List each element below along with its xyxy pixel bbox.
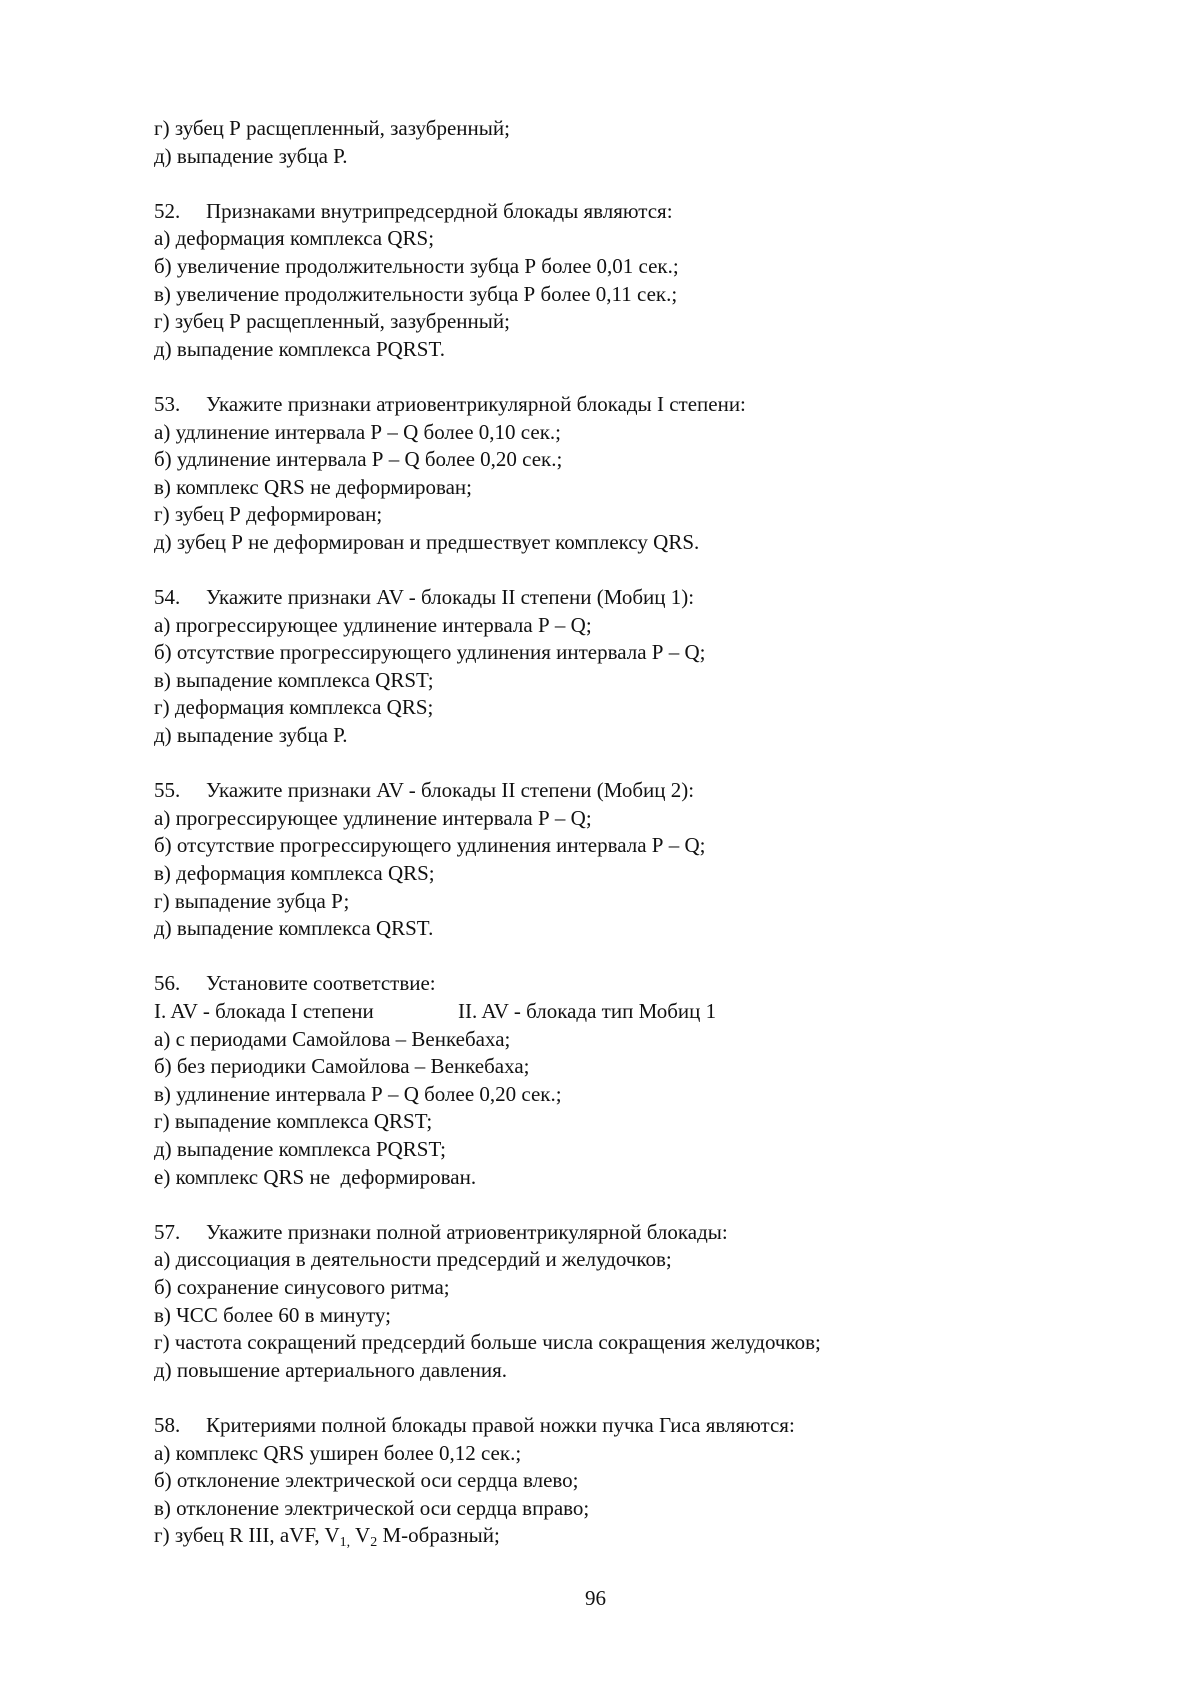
question-text: Критериями полной блокады правой ножки пучка Гиса являются: xyxy=(206,1412,795,1437)
answer-option: б) отсутствие прогрессирующего удлинения интервала Р – Q; xyxy=(154,833,706,858)
answer-option: д) зубец Р не деформирован и предшествует комплексу QRS. xyxy=(154,529,700,554)
answer-option: б) удлинение интервала Р – Q более 0,20 сек.; xyxy=(154,447,563,472)
question-heading xyxy=(154,391,1114,419)
answer-option: г) зубец Р деформирован; xyxy=(154,502,383,527)
match-column-1: I. AV - блокада I степени xyxy=(154,999,374,1023)
page-number: 96 xyxy=(585,1586,606,1610)
answer-option: б) отклонение электрической оси сердца влево; xyxy=(154,1468,579,1493)
question-text: Укажите признаки AV - блокады II степени (Мобиц 2): xyxy=(206,778,695,803)
answer-option: в) деформация комплекса QRS; xyxy=(154,861,435,886)
question-55 xyxy=(154,777,1114,943)
answer-option: а) прогрессирующее удлинение интервала Р – Q; xyxy=(154,612,592,637)
answer-option: г) выпадение комплекса QRST; xyxy=(154,1109,433,1134)
question-text: Укажите признаки атриовентрикулярной блокады I степени: xyxy=(206,391,746,416)
question-heading xyxy=(154,777,1114,805)
question-text: Признаками внутрипредсердной блокады являются: xyxy=(206,198,673,223)
question-text: Установите соответствие: xyxy=(206,971,436,996)
continuation-line: г) зубец Р расщепленный, зазубренный; xyxy=(154,116,510,140)
answer-option xyxy=(154,1522,1114,1550)
question-number: 57. xyxy=(154,1219,181,1244)
question-heading xyxy=(154,970,1114,998)
subscript: 1, xyxy=(339,1535,351,1551)
question-text: Укажите признаки полной атриовентрикулярной блокады: xyxy=(206,1219,728,1244)
question-number: 58. xyxy=(154,1412,181,1437)
question-text: Укажите признаки AV - блокады II степени (Мобиц 1): xyxy=(206,585,695,610)
answer-option: б) отсутствие прогрессирующего удлинения интервала Р – Q; xyxy=(154,640,706,665)
question-heading xyxy=(154,584,1114,612)
answer-option: д) выпадение комплекса QRST. xyxy=(154,916,434,941)
question-number: 55. xyxy=(154,778,181,803)
question-56 xyxy=(154,970,1114,1191)
question-58 xyxy=(154,1412,1114,1550)
answer-option: д) выпадение комплекса PQRST; xyxy=(154,1136,446,1161)
answer-option: в) отклонение электрической оси сердца вправо; xyxy=(154,1495,590,1520)
answer-option: е) комплекс QRS не деформирован. xyxy=(154,1164,477,1189)
question-53 xyxy=(154,391,1114,557)
subscript: 2 xyxy=(370,1535,378,1551)
answer-option: в) выпадение комплекса QRST; xyxy=(154,667,434,692)
answer-option: г) деформация комплекса QRS; xyxy=(154,695,434,720)
question-54 xyxy=(154,584,1114,750)
option-text: М-образный; xyxy=(377,1523,500,1548)
answer-option: б) сохранение синусового ритма; xyxy=(154,1274,450,1299)
answer-option: а) удлинение интервала Р – Q более 0,10 сек.; xyxy=(154,419,561,444)
answer-option: в) удлинение интервала Р – Q более 0,20 сек.; xyxy=(154,1081,562,1106)
continuation-line: д) выпадение зубца Р. xyxy=(154,143,348,168)
matching-columns xyxy=(154,998,1114,1026)
answer-option: б) без периодики Самойлова – Венкебаха; xyxy=(154,1054,530,1079)
answer-option: б) увеличение продолжительности зубца Р более 0,01 сек.; xyxy=(154,253,679,278)
question-heading xyxy=(154,1219,1114,1247)
question-52 xyxy=(154,198,1114,364)
page-content xyxy=(154,115,1114,1550)
answer-option: а) деформация комплекса QRS; xyxy=(154,226,435,251)
answer-option: в) ЧСС более 60 в минуту; xyxy=(154,1302,391,1327)
answer-option: а) диссоциация в деятельности предсердий и желудочков; xyxy=(154,1247,672,1272)
question-57 xyxy=(154,1219,1114,1385)
answer-option: г) зубец Р расщепленный, зазубренный; xyxy=(154,309,510,334)
question-number: 52. xyxy=(154,198,181,223)
answer-option: в) комплекс QRS не деформирован; xyxy=(154,474,472,499)
question-number: 53. xyxy=(154,391,181,416)
answer-option: в) увеличение продолжительности зубца Р более 0,11 сек.; xyxy=(154,281,678,306)
question-heading xyxy=(154,198,1114,226)
question-number: 56. xyxy=(154,971,181,996)
answer-option: д) выпадение зубца Р. xyxy=(154,723,348,748)
option-text: V xyxy=(350,1523,371,1548)
answer-option: а) прогрессирующее удлинение интервала Р – Q; xyxy=(154,805,592,830)
answer-option: д) выпадение комплекса PQRST. xyxy=(154,336,446,361)
answer-option: а) комплекс QRS уширен более 0,12 сек.; xyxy=(154,1440,522,1465)
answer-option: а) с периодами Самойлова – Венкебаха; xyxy=(154,1026,511,1051)
question-number: 54. xyxy=(154,585,181,610)
answer-option: г) частота сокращений предсердий больше числа сокращения желудочков; xyxy=(154,1330,821,1355)
answer-option: д) повышение артериального давления. xyxy=(154,1357,507,1382)
answer-option: г) выпадение зубца Р; xyxy=(154,888,350,913)
question-heading xyxy=(154,1412,1114,1440)
option-text: г) зубец R III, aVF, V xyxy=(154,1523,340,1548)
match-column-2: II. AV - блокада тип Мобиц 1 xyxy=(458,999,717,1023)
